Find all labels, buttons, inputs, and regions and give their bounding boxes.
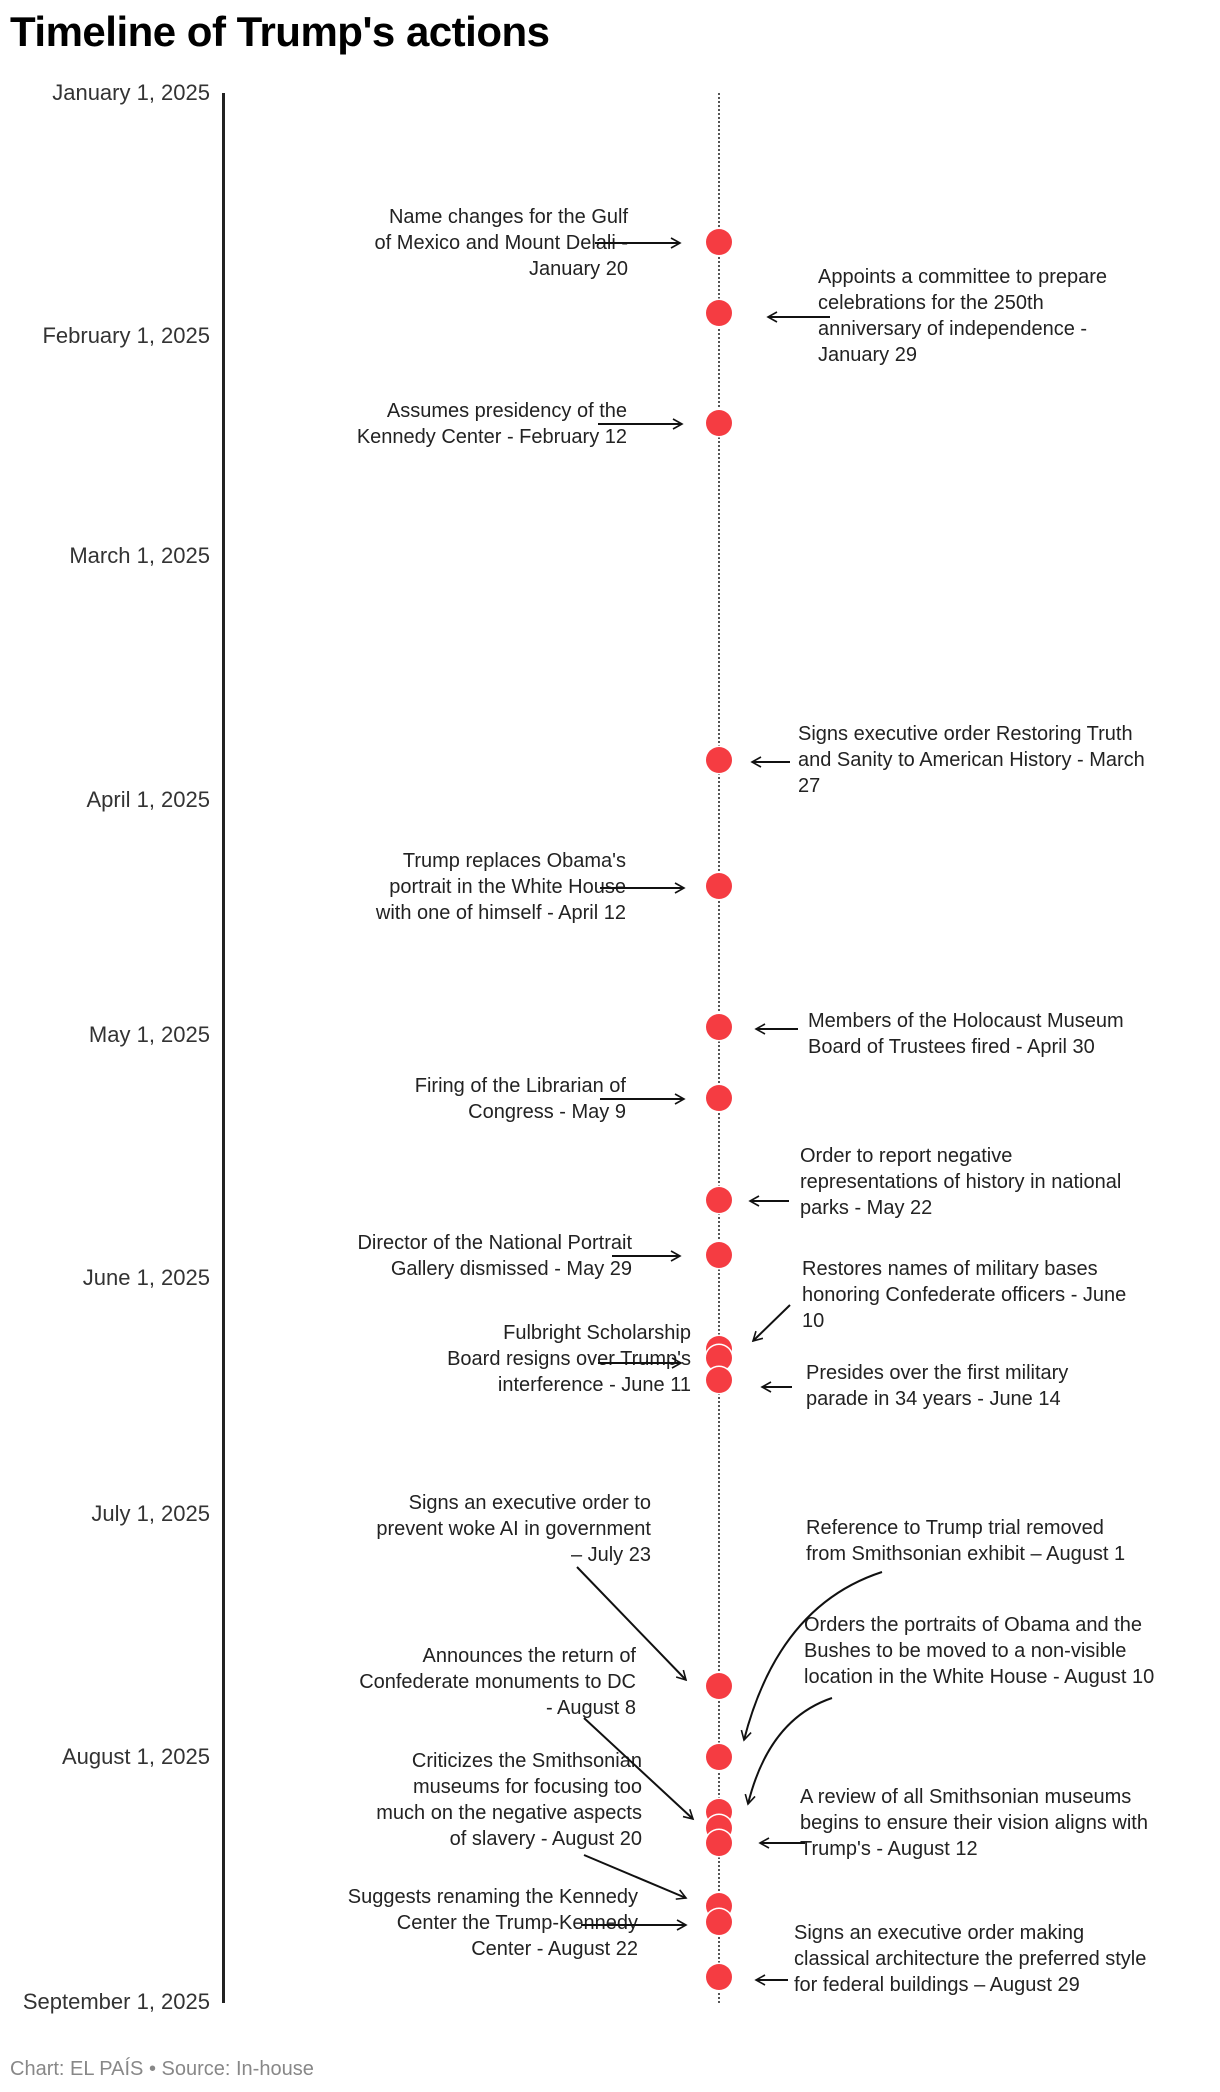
annotation-line: portrait in the White House bbox=[389, 876, 626, 898]
event-dot bbox=[706, 747, 732, 773]
axis-tick-label: June 1, 2025 bbox=[82, 1265, 210, 1290]
event-annotation bbox=[798, 721, 1145, 799]
event-dot bbox=[706, 1187, 732, 1213]
annotation-line: Suggests renaming the Kennedy bbox=[347, 1886, 638, 1908]
annotation-line: with one of himself - April 12 bbox=[375, 902, 626, 924]
event-dot bbox=[706, 1085, 732, 1111]
event-annotation bbox=[359, 1643, 636, 1721]
event-annotation bbox=[804, 1612, 1154, 1690]
annotation-line: Fulbright Scholarship bbox=[503, 1322, 691, 1344]
annotation-line: - August 8 bbox=[545, 1697, 636, 1719]
event-annotation bbox=[818, 264, 1107, 368]
annotation-line: Center - August 22 bbox=[471, 1938, 638, 1960]
annotation-line: Director of the National Portrait bbox=[357, 1232, 632, 1254]
event-annotation bbox=[802, 1256, 1126, 1334]
event-annotation bbox=[348, 1884, 638, 1962]
annotation-line: Appoints a committee to prepare bbox=[818, 266, 1108, 288]
annotation-line: Order to report negative bbox=[800, 1145, 1013, 1167]
annotation-line: parks - May 22 bbox=[800, 1197, 933, 1219]
timeline-dotted-line bbox=[718, 93, 720, 2003]
event-dot bbox=[706, 1673, 732, 1699]
annotation-line: Firing of the Librarian of bbox=[414, 1075, 626, 1097]
event-annotation bbox=[447, 1320, 691, 1398]
axis-tick-label: March 1, 2025 bbox=[69, 543, 210, 568]
annotation-line: museums for focusing too bbox=[413, 1776, 642, 1798]
event-annotation bbox=[794, 1920, 1146, 1998]
event-dot bbox=[706, 229, 732, 255]
event-dot bbox=[706, 1242, 732, 1268]
annotation-line: classical architecture the preferred style bbox=[794, 1948, 1147, 1970]
annotation-line: prevent woke AI in government bbox=[376, 1518, 651, 1540]
annotation-line: Criticizes the Smithsonian bbox=[411, 1750, 642, 1772]
axis-tick-label: January 1, 2025 bbox=[52, 80, 210, 105]
annotation-line: Board of Trustees fired - April 30 bbox=[808, 1036, 1095, 1058]
annotation-line: Signs executive order Restoring Truth bbox=[798, 723, 1133, 745]
annotation-line: Kennedy Center - February 12 bbox=[356, 426, 627, 448]
annotation-line: Board resigns over Trump's bbox=[447, 1348, 691, 1370]
annotation-line: of slavery - August 20 bbox=[449, 1828, 642, 1850]
annotation-line: Center the Trump-Kennedy bbox=[396, 1912, 638, 1934]
annotation-line: Signs an executive order to bbox=[408, 1492, 651, 1514]
annotation-line: 27 bbox=[798, 775, 821, 797]
annotation-line: begins to ensure their vision aligns with bbox=[800, 1812, 1148, 1834]
annotation-line: 10 bbox=[802, 1310, 825, 1332]
annotation-line: honoring Confederate officers - June bbox=[802, 1284, 1127, 1306]
annotation-line: for federal buildings – August 29 bbox=[794, 1974, 1080, 1996]
annotation-line: celebrations for the 250th bbox=[818, 292, 1044, 314]
annotation-line: Assumes presidency of the bbox=[386, 400, 627, 422]
event-dot bbox=[706, 300, 732, 326]
annotation-line: Trump's - August 12 bbox=[800, 1838, 978, 1860]
event-annotation bbox=[806, 1360, 1068, 1412]
event-annotation bbox=[808, 1008, 1124, 1060]
annotation-line: Congress - May 9 bbox=[468, 1101, 626, 1123]
event-annotation bbox=[376, 848, 626, 926]
annotation-line: Announces the return of bbox=[422, 1645, 636, 1667]
event-annotation bbox=[375, 204, 628, 282]
chart-title: Timeline of Trump's actions bbox=[10, 8, 550, 55]
annotation-line: Bushes to be moved to a non-visible bbox=[804, 1640, 1127, 1662]
annotation-line: much on the negative aspects bbox=[376, 1802, 642, 1824]
chart-source-footer: Chart: EL PAÍS • Source: In-house bbox=[10, 2058, 314, 2080]
event-annotation bbox=[800, 1143, 1121, 1221]
annotation-line: January 20 bbox=[529, 258, 628, 280]
event-annotation bbox=[800, 1784, 1148, 1862]
annotation-line: Confederate monuments to DC bbox=[359, 1671, 636, 1693]
axis-tick-label: May 1, 2025 bbox=[88, 1022, 210, 1047]
annotation-line: Trump replaces Obama's bbox=[402, 850, 626, 872]
event-dot bbox=[706, 1909, 732, 1935]
event-dot bbox=[706, 1367, 732, 1393]
annotation-line: January 29 bbox=[818, 344, 917, 366]
annotation-line: anniversary of independence - bbox=[818, 318, 1088, 340]
axis-tick-label: February 1, 2025 bbox=[42, 323, 210, 348]
annotation-arrow bbox=[753, 1305, 790, 1341]
axis-tick-label: July 1, 2025 bbox=[91, 1501, 210, 1526]
annotation-line: Reference to Trump trial removed bbox=[806, 1517, 1104, 1539]
annotation-line: of Mexico and Mount Delali - bbox=[374, 232, 628, 254]
annotation-line: Name changes for the Gulf bbox=[388, 206, 628, 228]
annotation-line: parade in 34 years - June 14 bbox=[806, 1388, 1061, 1410]
annotation-line: Orders the portraits of Obama and the bbox=[804, 1614, 1142, 1636]
axis-tick-label: August 1, 2025 bbox=[61, 1744, 210, 1769]
annotation-line: Members of the Holocaust Museum bbox=[808, 1010, 1124, 1032]
axis-tick-label: April 1, 2025 bbox=[86, 787, 210, 812]
event-dot bbox=[706, 873, 732, 899]
event-dot bbox=[706, 1830, 732, 1856]
annotation-line: representations of history in national bbox=[800, 1171, 1122, 1193]
annotation-line: Restores names of military bases bbox=[802, 1258, 1098, 1280]
annotation-line: interference - June 11 bbox=[497, 1374, 691, 1396]
event-dot bbox=[706, 1014, 732, 1040]
event-dot bbox=[706, 1964, 732, 1990]
event-annotation bbox=[806, 1515, 1125, 1567]
event-annotation bbox=[357, 398, 627, 450]
annotation-line: from Smithsonian exhibit – August 1 bbox=[806, 1543, 1126, 1565]
event-annotation bbox=[376, 1748, 642, 1852]
annotation-line: – July 23 bbox=[570, 1544, 651, 1566]
annotation-line: location in the White House - August 10 bbox=[804, 1666, 1155, 1688]
event-annotation bbox=[415, 1073, 626, 1125]
event-annotation bbox=[376, 1490, 651, 1568]
event-annotation bbox=[357, 1230, 632, 1282]
annotation-line: and Sanity to American History - March bbox=[798, 749, 1145, 771]
time-axis-line bbox=[222, 93, 225, 2003]
event-dot bbox=[706, 1744, 732, 1770]
annotation-line: Gallery dismissed - May 29 bbox=[390, 1258, 632, 1280]
annotation-line: Presides over the first military bbox=[806, 1362, 1069, 1384]
annotation-line: A review of all Smithsonian museums bbox=[800, 1786, 1132, 1808]
event-dot bbox=[706, 410, 732, 436]
annotation-line: Signs an executive order making bbox=[794, 1922, 1085, 1944]
axis-tick-label: September 1, 2025 bbox=[22, 1989, 210, 2014]
